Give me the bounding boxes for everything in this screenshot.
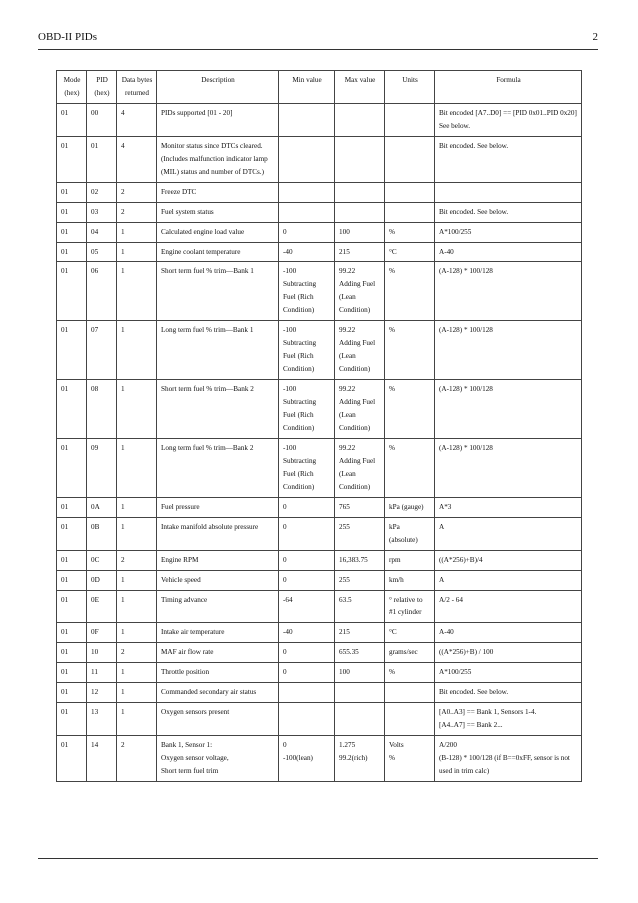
- formula-cell: Bit encoded. See below.: [435, 202, 582, 222]
- formula-cell: (A-128) * 100/128: [435, 262, 582, 321]
- pid-cell: 00: [87, 103, 117, 136]
- max-value-cell: 255: [335, 517, 385, 550]
- table-row: [57, 438, 582, 497]
- description-cell: MAF air flow rate: [157, 643, 279, 663]
- min-value-cell: [279, 182, 335, 202]
- column-header-description: Description: [157, 71, 279, 104]
- mode-cell: 01: [57, 663, 87, 683]
- table-row: [57, 736, 582, 782]
- data-bytes-cell: 1: [117, 262, 157, 321]
- description-cell: Calculated engine load value: [157, 222, 279, 242]
- mode-cell: 01: [57, 517, 87, 550]
- max-value-cell: [335, 136, 385, 182]
- formula-cell: ((A*256)+B) / 100: [435, 643, 582, 663]
- pid-cell: 08: [87, 380, 117, 439]
- max-value-cell: 63.5: [335, 590, 385, 623]
- mode-cell: 01: [57, 623, 87, 643]
- table-row: [57, 550, 582, 570]
- mode-cell: 01: [57, 222, 87, 242]
- table-body: [57, 103, 582, 781]
- description-cell: Freeze DTC: [157, 182, 279, 202]
- table-row: [57, 497, 582, 517]
- table-row: [57, 623, 582, 643]
- units-cell: km/h: [385, 570, 435, 590]
- mode-cell: 01: [57, 590, 87, 623]
- description-cell: Long term fuel % trim—Bank 2: [157, 438, 279, 497]
- column-header-min-value: Min value: [279, 71, 335, 104]
- min-value-cell: 0: [279, 663, 335, 683]
- data-bytes-cell: 2: [117, 643, 157, 663]
- data-bytes-cell: 1: [117, 517, 157, 550]
- formula-cell: A-40: [435, 623, 582, 643]
- pid-cell: 14: [87, 736, 117, 782]
- table-row: [57, 136, 582, 182]
- description-cell: Fuel pressure: [157, 497, 279, 517]
- min-value-cell: [279, 136, 335, 182]
- min-value-cell: [279, 703, 335, 736]
- formula-cell: Bit encoded [A7..D0] == [PID 0x01..PID 0x20] See below.: [435, 103, 582, 136]
- mode-cell: 01: [57, 182, 87, 202]
- mode-cell: 01: [57, 321, 87, 380]
- formula-cell: Bit encoded. See below.: [435, 683, 582, 703]
- formula-cell: (A-128) * 100/128: [435, 321, 582, 380]
- description-cell: Long term fuel % trim—Bank 1: [157, 321, 279, 380]
- description-cell: Intake air temperature: [157, 623, 279, 643]
- min-value-cell: -100 Subtracting Fuel (Rich Condition): [279, 380, 335, 439]
- description-cell: PIDs supported [01 - 20]: [157, 103, 279, 136]
- units-cell: %: [385, 438, 435, 497]
- table-row: [57, 262, 582, 321]
- data-bytes-cell: 1: [117, 321, 157, 380]
- description-cell: Oxygen sensors present: [157, 703, 279, 736]
- table-row: [57, 683, 582, 703]
- description-cell: Timing advance: [157, 590, 279, 623]
- mode-cell: 01: [57, 262, 87, 321]
- units-cell: °C: [385, 623, 435, 643]
- pid-cell: 01: [87, 136, 117, 182]
- units-cell: ° relative to #1 cylinder: [385, 590, 435, 623]
- min-value-cell: -100 Subtracting Fuel (Rich Condition): [279, 262, 335, 321]
- data-bytes-cell: 1: [117, 663, 157, 683]
- units-cell: [385, 703, 435, 736]
- units-cell: °C: [385, 242, 435, 262]
- units-cell: rpm: [385, 550, 435, 570]
- units-cell: [385, 202, 435, 222]
- formula-cell: ((A*256)+B)/4: [435, 550, 582, 570]
- description-cell: Vehicle speed: [157, 570, 279, 590]
- column-header-mode: Mode (hex): [57, 71, 87, 104]
- min-value-cell: -40: [279, 623, 335, 643]
- max-value-cell: [335, 202, 385, 222]
- max-value-cell: [335, 683, 385, 703]
- pid-cell: 11: [87, 663, 117, 683]
- pid-cell: 07: [87, 321, 117, 380]
- min-value-cell: -64: [279, 590, 335, 623]
- min-value-cell: -100 Subtracting Fuel (Rich Condition): [279, 321, 335, 380]
- mode-cell: 01: [57, 703, 87, 736]
- data-bytes-cell: 4: [117, 103, 157, 136]
- pid-cell: 0D: [87, 570, 117, 590]
- mode-cell: 01: [57, 736, 87, 782]
- formula-cell: A/200 (B-128) * 100/128 (if B==0xFF, sensor is not used in trim calc): [435, 736, 582, 782]
- min-value-cell: 0: [279, 643, 335, 663]
- max-value-cell: 16,383.75: [335, 550, 385, 570]
- formula-cell: A: [435, 570, 582, 590]
- formula-cell: A: [435, 517, 582, 550]
- header-rule: [38, 49, 598, 50]
- units-cell: kPa (gauge): [385, 497, 435, 517]
- units-cell: %: [385, 663, 435, 683]
- column-header-max-value: Max value: [335, 71, 385, 104]
- units-cell: %: [385, 321, 435, 380]
- min-value-cell: [279, 683, 335, 703]
- table-row: [57, 703, 582, 736]
- description-cell: Fuel system status: [157, 202, 279, 222]
- data-bytes-cell: 2: [117, 182, 157, 202]
- data-bytes-cell: 2: [117, 202, 157, 222]
- description-cell: Short term fuel % trim—Bank 2: [157, 380, 279, 439]
- pid-cell: 0B: [87, 517, 117, 550]
- max-value-cell: 215: [335, 623, 385, 643]
- pid-cell: 03: [87, 202, 117, 222]
- max-value-cell: 99.22 Adding Fuel (Lean Condition): [335, 380, 385, 439]
- table-row: [57, 590, 582, 623]
- mode-cell: 01: [57, 683, 87, 703]
- data-bytes-cell: 1: [117, 623, 157, 643]
- pid-cell: 09: [87, 438, 117, 497]
- pid-cell: 0C: [87, 550, 117, 570]
- units-cell: %: [385, 262, 435, 321]
- data-bytes-cell: 1: [117, 570, 157, 590]
- formula-cell: Bit encoded. See below.: [435, 136, 582, 182]
- data-bytes-cell: 1: [117, 222, 157, 242]
- pid-cell: 12: [87, 683, 117, 703]
- data-bytes-cell: 2: [117, 550, 157, 570]
- data-bytes-cell: 1: [117, 703, 157, 736]
- max-value-cell: 100: [335, 663, 385, 683]
- data-bytes-cell: 1: [117, 590, 157, 623]
- data-bytes-cell: 1: [117, 242, 157, 262]
- units-cell: grams/sec: [385, 643, 435, 663]
- min-value-cell: [279, 202, 335, 222]
- data-bytes-cell: 1: [117, 380, 157, 439]
- page-number: 2: [592, 31, 598, 43]
- table-header-row: [57, 71, 582, 104]
- mode-cell: 01: [57, 103, 87, 136]
- pid-cell: 04: [87, 222, 117, 242]
- column-header-units: Units: [385, 71, 435, 104]
- formula-cell: A*3: [435, 497, 582, 517]
- min-value-cell: -100 Subtracting Fuel (Rich Condition): [279, 438, 335, 497]
- max-value-cell: 655.35: [335, 643, 385, 663]
- column-header-pid: PID (hex): [87, 71, 117, 104]
- data-bytes-cell: 1: [117, 438, 157, 497]
- table-row: [57, 570, 582, 590]
- units-cell: [385, 136, 435, 182]
- mode-cell: 01: [57, 570, 87, 590]
- table-row: [57, 663, 582, 683]
- units-cell: Volts %: [385, 736, 435, 782]
- units-cell: [385, 182, 435, 202]
- mode-cell: 01: [57, 438, 87, 497]
- data-bytes-cell: 4: [117, 136, 157, 182]
- mode-cell: 01: [57, 497, 87, 517]
- obd-pid-table: [56, 70, 582, 782]
- max-value-cell: [335, 103, 385, 136]
- min-value-cell: 0 -100(lean): [279, 736, 335, 782]
- max-value-cell: 1.275 99.2(rich): [335, 736, 385, 782]
- description-cell: Throttle position: [157, 663, 279, 683]
- max-value-cell: [335, 703, 385, 736]
- mode-cell: 01: [57, 242, 87, 262]
- running-header-title: OBD-II PIDs: [38, 31, 97, 43]
- description-cell: Engine RPM: [157, 550, 279, 570]
- pid-cell: 02: [87, 182, 117, 202]
- formula-cell: A*100/255: [435, 663, 582, 683]
- description-cell: Short term fuel % trim—Bank 1: [157, 262, 279, 321]
- min-value-cell: [279, 103, 335, 136]
- footer-rule: [38, 858, 598, 859]
- min-value-cell: 0: [279, 517, 335, 550]
- max-value-cell: 100: [335, 222, 385, 242]
- formula-cell: A*100/255: [435, 222, 582, 242]
- data-bytes-cell: 1: [117, 497, 157, 517]
- max-value-cell: 99.22 Adding Fuel (Lean Condition): [335, 321, 385, 380]
- description-cell: Engine coolant temperature: [157, 242, 279, 262]
- max-value-cell: 99.22 Adding Fuel (Lean Condition): [335, 262, 385, 321]
- formula-cell: [435, 182, 582, 202]
- mode-cell: 01: [57, 380, 87, 439]
- min-value-cell: -40: [279, 242, 335, 262]
- table-row: [57, 103, 582, 136]
- mode-cell: 01: [57, 136, 87, 182]
- max-value-cell: [335, 182, 385, 202]
- column-header-data-bytes: Data bytes returned: [117, 71, 157, 104]
- pid-cell: 10: [87, 643, 117, 663]
- table-row: [57, 321, 582, 380]
- formula-cell: (A-128) * 100/128: [435, 438, 582, 497]
- min-value-cell: 0: [279, 222, 335, 242]
- units-cell: [385, 683, 435, 703]
- units-cell: %: [385, 380, 435, 439]
- pid-cell: 06: [87, 262, 117, 321]
- table-row: [57, 202, 582, 222]
- table-row: [57, 182, 582, 202]
- table-row: [57, 643, 582, 663]
- max-value-cell: 255: [335, 570, 385, 590]
- min-value-cell: 0: [279, 570, 335, 590]
- pid-cell: 0F: [87, 623, 117, 643]
- formula-cell: (A-128) * 100/128: [435, 380, 582, 439]
- formula-cell: [A0..A3] == Bank 1, Sensors 1-4. [A4..A7] == Bank 2...: [435, 703, 582, 736]
- mode-cell: 01: [57, 202, 87, 222]
- min-value-cell: 0: [279, 497, 335, 517]
- units-cell: %: [385, 222, 435, 242]
- units-cell: kPa (absolute): [385, 517, 435, 550]
- table-row: [57, 242, 582, 262]
- data-bytes-cell: 1: [117, 683, 157, 703]
- mode-cell: 01: [57, 643, 87, 663]
- description-cell: Monitor status since DTCs cleared. (Includes malfunction indicator lamp (MIL) status and number of DTCs.): [157, 136, 279, 182]
- formula-cell: A/2 - 64: [435, 590, 582, 623]
- table-row: [57, 222, 582, 242]
- pid-cell: 13: [87, 703, 117, 736]
- table-row: [57, 380, 582, 439]
- max-value-cell: 99.22 Adding Fuel (Lean Condition): [335, 438, 385, 497]
- units-cell: [385, 103, 435, 136]
- mode-cell: 01: [57, 550, 87, 570]
- column-header-formula: Formula: [435, 71, 582, 104]
- description-cell: Bank 1, Sensor 1: Oxygen sensor voltage, Short term fuel trim: [157, 736, 279, 782]
- pid-cell: 0E: [87, 590, 117, 623]
- max-value-cell: 215: [335, 242, 385, 262]
- min-value-cell: 0: [279, 550, 335, 570]
- formula-cell: A-40: [435, 242, 582, 262]
- description-cell: Intake manifold absolute pressure: [157, 517, 279, 550]
- pid-cell: 0A: [87, 497, 117, 517]
- table-row: [57, 517, 582, 550]
- description-cell: Commanded secondary air status: [157, 683, 279, 703]
- max-value-cell: 765: [335, 497, 385, 517]
- data-bytes-cell: 2: [117, 736, 157, 782]
- pid-cell: 05: [87, 242, 117, 262]
